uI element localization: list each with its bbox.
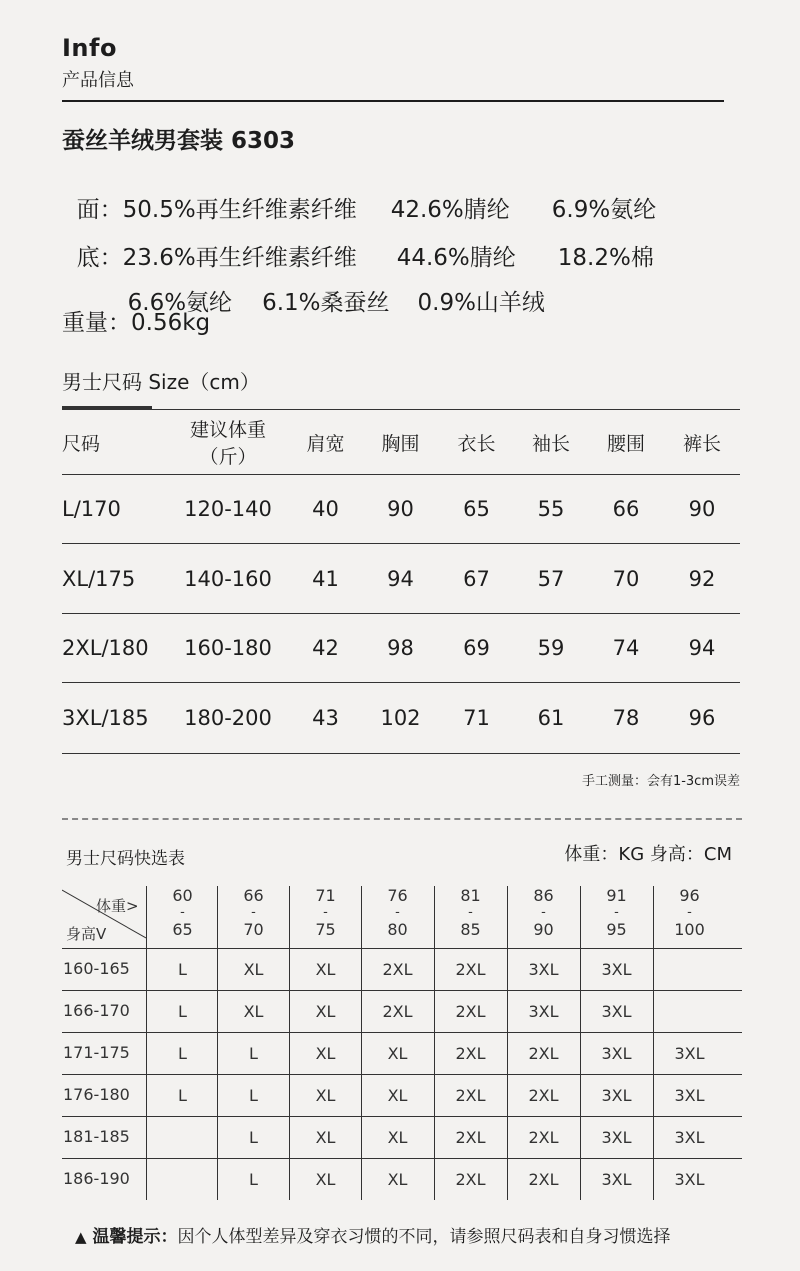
weight-header-part: -: [468, 905, 473, 920]
weight-header-part: 91: [606, 886, 627, 905]
table-cell: 42: [312, 636, 339, 660]
measurement-note: 手工测量：会有1-3cm误差: [581, 774, 740, 789]
table-cell: 98: [387, 636, 414, 660]
size-table: [62, 410, 740, 754]
size-cell: L: [249, 1086, 258, 1105]
weight-header-part: 66: [243, 886, 264, 905]
warning-label: 温馨提示：: [92, 1227, 178, 1247]
face-item-1: 50.5%再生纤维素纤维: [122, 197, 357, 223]
size-cell: 2XL: [455, 960, 486, 979]
table-cell: 102: [380, 706, 421, 730]
size-cell: XL: [387, 1086, 408, 1105]
grid-row-line: [62, 1074, 742, 1075]
table-cell: 94: [688, 636, 716, 660]
face-label: 面：: [76, 197, 123, 223]
height-label: 176-180: [63, 1085, 130, 1104]
size-cell: 3XL: [528, 960, 559, 979]
weight-header-part: 86: [533, 886, 554, 905]
weight-header-part: -: [614, 905, 619, 920]
weight-header-part: 71: [315, 886, 336, 905]
size-cell: 3XL: [601, 1128, 632, 1147]
size-cell: XL: [315, 1086, 336, 1105]
weight-header-part: 96: [679, 886, 700, 905]
height-label: 181-185: [63, 1127, 130, 1146]
size-cell: XL: [243, 960, 264, 979]
table-cell: 92: [688, 566, 716, 591]
height-label: 160-165: [63, 959, 130, 978]
size-cell: 2XL: [528, 1086, 559, 1105]
size-cell: 3XL: [601, 1044, 632, 1063]
size-cell: XL: [315, 1170, 336, 1189]
weight-header: [434, 886, 507, 940]
weight-header: [217, 886, 290, 940]
table-cell: 57: [537, 566, 565, 591]
table-cell: 43: [312, 706, 339, 730]
weight-header-part: -: [180, 905, 185, 920]
size-cell: XL: [315, 1002, 336, 1021]
weight-header-part: -: [687, 905, 692, 920]
warning-text: 因个人体型差异及穿衣习惯的不同，请参照尺码表和自身习惯选择: [177, 1227, 671, 1247]
header-cell: 衣长: [457, 432, 496, 455]
size-cell: L: [178, 1002, 187, 1021]
size-cell: 3XL: [674, 1128, 705, 1147]
table-cell: 41: [312, 566, 339, 591]
table-cell: 180-200: [184, 706, 272, 730]
product-name: 蚕丝羊绒男套装 6303: [62, 128, 296, 154]
table-cell: 78: [612, 706, 640, 730]
table-cell: 59: [537, 636, 565, 660]
table-cell: 66: [612, 497, 640, 521]
size-cell: 2XL: [455, 1002, 486, 1021]
weight-header-part: 65: [172, 920, 193, 939]
size-cell: 2XL: [455, 1128, 486, 1147]
size-cell: 2XL: [528, 1128, 559, 1147]
corner-weight-label: 体重>: [96, 897, 139, 915]
size-cell: 3XL: [674, 1044, 705, 1063]
weight-header: [580, 886, 653, 940]
size-cell: XL: [243, 1002, 264, 1021]
weight-header-part: 81: [460, 886, 481, 905]
base-item-1: 23.6%再生纤维素纤维: [122, 245, 357, 271]
table-cell: 120-140: [184, 497, 272, 521]
base-item-3: 18.2%棉: [557, 245, 654, 271]
table-cell: 70: [612, 566, 640, 591]
base-label: 底：: [76, 245, 123, 271]
base2-item-3: 0.9%山羊绒: [417, 290, 545, 316]
table-cell: XL/175: [62, 566, 136, 591]
size-cell: 2XL: [382, 1002, 413, 1021]
weight-header-part: -: [323, 905, 328, 920]
table-row: [62, 544, 740, 614]
size-cell: 3XL: [601, 1170, 632, 1189]
size-cell: L: [249, 1128, 258, 1147]
table-cell: L/170: [62, 497, 121, 521]
table-cell: 90: [387, 497, 414, 521]
table-cell: 2XL/180: [62, 636, 149, 660]
grid-row-line: [62, 1116, 742, 1117]
table-cell: 74: [612, 636, 640, 660]
size-cell: XL: [315, 1044, 336, 1063]
corner-height-label: 身高V: [66, 925, 107, 943]
weight-header-part: 60: [172, 886, 193, 905]
quick-table-title: 男士尺码快选表: [66, 849, 185, 869]
weight-header-part: 90: [533, 920, 554, 939]
table-cell: 71: [463, 706, 490, 730]
table-cell: 69: [463, 636, 490, 660]
weight-header-part: 85: [460, 920, 481, 939]
size-cell: 3XL: [674, 1086, 705, 1105]
height-label: 171-175: [63, 1043, 130, 1062]
grid-row-line: [62, 990, 742, 991]
quick-table-unit: 体重：KG 身高：CM: [564, 844, 732, 865]
base2-item-2: 6.1%桑蚕丝: [262, 290, 390, 316]
warning-triangle-icon: ▲: [75, 1228, 87, 1246]
size-cell: L: [178, 960, 187, 979]
size-cell: 3XL: [601, 960, 632, 979]
warning-note: [75, 1222, 670, 1247]
table-cell: 67: [463, 566, 490, 591]
table-row: [62, 614, 740, 683]
base2-item-1: 6.6%氨纶: [127, 290, 233, 316]
weight-header-part: 76: [387, 886, 408, 905]
size-cell: XL: [315, 960, 336, 979]
size-cell: 3XL: [674, 1170, 705, 1189]
header-cell: 腰围: [606, 432, 645, 455]
weight-header-part: 75: [315, 920, 336, 939]
weight-header: [146, 886, 219, 940]
size-cell: 3XL: [601, 1086, 632, 1105]
dashed-divider: [62, 818, 742, 820]
table-cell: 65: [463, 497, 490, 521]
weight-header-part: 80: [387, 920, 408, 939]
grid-row-line: [62, 1032, 742, 1033]
header-cell: 建议体重（斤）: [189, 419, 266, 468]
size-cell: XL: [387, 1170, 408, 1189]
table-cell: 61: [537, 706, 565, 730]
size-cell: XL: [387, 1128, 408, 1147]
weight-header-part: 100: [674, 920, 705, 939]
table-cell: 40: [312, 497, 339, 521]
divider: [62, 100, 724, 102]
size-cell: 2XL: [455, 1044, 486, 1063]
height-label: 186-190: [63, 1169, 130, 1188]
size-table-header: [62, 410, 740, 475]
table-row: [62, 475, 740, 544]
table-cell: 55: [537, 497, 565, 521]
product-weight: 重量：0.56kg: [62, 310, 211, 336]
face-item-3: 6.9%氨纶: [551, 197, 657, 223]
base-item-2: 44.6%腈纶: [396, 245, 516, 271]
grid-row-line: [62, 948, 742, 949]
size-cell: 3XL: [528, 1002, 559, 1021]
size-cell: 2XL: [528, 1044, 559, 1063]
weight-header: [361, 886, 434, 940]
header-cell: 肩宽: [306, 432, 345, 455]
table-cell: 160-180: [184, 636, 272, 660]
size-cell: 2XL: [455, 1086, 486, 1105]
face-item-2: 42.6%腈纶: [390, 197, 510, 223]
size-cell: L: [249, 1044, 258, 1063]
quick-select-table: [62, 886, 742, 1198]
grid-row-line: [62, 1158, 742, 1159]
info-subtitle: 产品信息: [62, 70, 134, 91]
size-cell: 2XL: [528, 1170, 559, 1189]
table-cell: 90: [688, 497, 716, 521]
weight-header: [653, 886, 726, 940]
table-cell: 140-160: [184, 566, 272, 591]
size-cell: L: [178, 1044, 187, 1063]
table-row: [62, 683, 740, 754]
weight-header-part: 95: [606, 920, 627, 939]
weight-header: [289, 886, 362, 940]
weight-header-part: -: [541, 905, 546, 920]
size-cell: XL: [387, 1044, 408, 1063]
table-cell: 94: [387, 566, 414, 591]
header-cell: 袖长: [531, 432, 570, 455]
size-cell: 2XL: [455, 1170, 486, 1189]
header-cell: 裤长: [682, 432, 721, 455]
weight-header-part: -: [251, 905, 256, 920]
weight-header-part: -: [395, 905, 400, 920]
height-label: 166-170: [63, 1001, 130, 1020]
table-cell: 96: [688, 706, 716, 730]
size-cell: L: [178, 1086, 187, 1105]
size-cell: L: [249, 1170, 258, 1189]
header-cell: 尺码: [62, 432, 101, 455]
table-cell: 3XL/185: [62, 706, 149, 730]
size-cell: 3XL: [601, 1002, 632, 1021]
header-cell: 胸围: [381, 432, 420, 455]
weight-header-part: 70: [243, 920, 264, 939]
size-table-title: 男士尺码 Size（cm）: [62, 370, 260, 394]
weight-header: [507, 886, 580, 940]
info-title: Info: [62, 34, 117, 62]
size-cell: 2XL: [382, 960, 413, 979]
size-cell: XL: [315, 1128, 336, 1147]
